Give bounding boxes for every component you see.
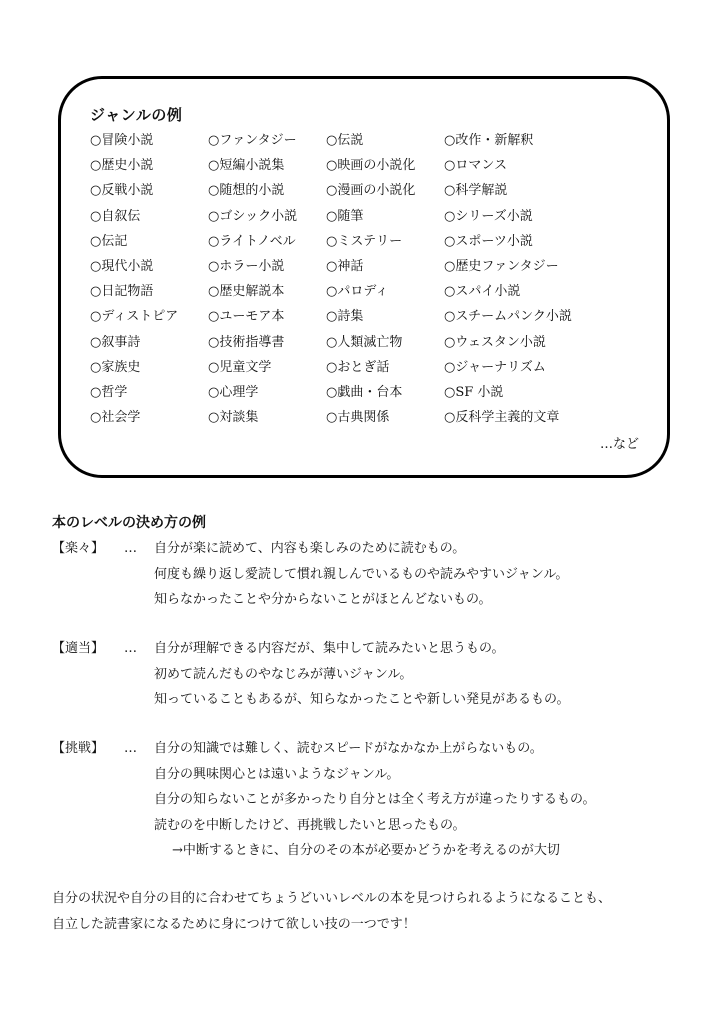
genre-item: ○映画の小説化 bbox=[326, 158, 416, 174]
level-tag: 【楽々】 bbox=[52, 541, 105, 556]
genre-item: ○歴史解説本 bbox=[208, 284, 285, 300]
genre-item: ○ミステリー bbox=[326, 233, 403, 249]
level-line: 知らなかったことや分からないことがほとんどないもの。 bbox=[154, 592, 492, 608]
genre-item: ○漫画の小説化 bbox=[326, 183, 416, 199]
genre-item: ○歴史ファンタジー bbox=[444, 258, 559, 274]
genre-item: ○対談集 bbox=[208, 410, 259, 426]
genre-item: ○哲学 bbox=[90, 384, 128, 400]
genre-item: ○歴史小説 bbox=[90, 158, 154, 174]
genre-item: ○ホラー小説 bbox=[208, 258, 285, 274]
genre-item: ○ゴシック小説 bbox=[208, 208, 298, 224]
level-lines bbox=[154, 536, 568, 613]
genre-item: ○スポーツ小説 bbox=[444, 233, 533, 249]
closing-paragraph bbox=[52, 886, 611, 937]
genre-item: ○技術指導書 bbox=[208, 334, 285, 350]
genre-item: ○伝記 bbox=[90, 233, 128, 249]
closing-line: 自立した読書家になるために身につけて欲しい技の一つです！ bbox=[52, 916, 416, 932]
level-tag: 【適当】 bbox=[52, 641, 105, 656]
genre-item: ○戯曲・台本 bbox=[326, 384, 403, 400]
genre-item: ○ジャーナリズム bbox=[444, 359, 546, 375]
level-line: 初めて読んだものやなじみが薄いジャンル。 bbox=[154, 666, 413, 682]
genre-item: ○改作・新解釈 bbox=[444, 133, 534, 148]
genre-item: ○科学解説 bbox=[444, 183, 508, 199]
genre-item: ○叙事詩 bbox=[90, 334, 141, 350]
genre-item: ○詩集 bbox=[326, 309, 364, 325]
level-line: 自分の知らないことが多かったり自分とは全く考え方が違ったりするもの。 bbox=[154, 792, 596, 808]
genre-item: ○ウェスタン小説 bbox=[444, 334, 546, 350]
genre-item: ○日記物語 bbox=[90, 284, 154, 300]
genre-item: ○ファンタジー bbox=[208, 133, 297, 148]
level-dots: … bbox=[124, 641, 137, 656]
level-lines bbox=[154, 636, 569, 713]
level-line: 自分の知識では難しく、読むスピードがなかなか上がらないもの。 bbox=[154, 741, 543, 756]
genre-item: ○スパイ小説 bbox=[444, 284, 521, 300]
level-line: 読むのを中断したけど、再挑戦したいと思ったもの。 bbox=[154, 817, 466, 833]
genre-item: ○パロディ bbox=[326, 284, 389, 300]
genre-item: ○反科学主義的文章 bbox=[444, 410, 560, 426]
level-tag: 【挑戦】 bbox=[52, 741, 105, 756]
genre-item: ○ライトノベル bbox=[208, 233, 296, 249]
level-line: 自分の興味関心とは遠いようなジャンル。 bbox=[154, 766, 400, 782]
genre-box-title: ジャンルの例 bbox=[90, 106, 183, 124]
genre-item: ○心理学 bbox=[208, 384, 259, 400]
genre-etc: …など bbox=[599, 437, 639, 452]
genre-item: ○ディストピア bbox=[90, 309, 179, 325]
genre-item: ○家族史 bbox=[90, 359, 141, 375]
genre-item: ○反戦小説 bbox=[90, 183, 154, 199]
genre-item: ○シリーズ小説 bbox=[444, 208, 533, 224]
genre-item: ○SF 小説 bbox=[444, 384, 504, 400]
level-lines bbox=[154, 736, 595, 864]
genre-item: ○古典関係 bbox=[326, 410, 390, 426]
closing-line: 自分の状況や自分の目的に合わせてちょうどいいレベルの本を見つけられるようになることも、 bbox=[52, 891, 612, 906]
level-line: 自分が楽に読めて、内容も楽しみのために読むもの。 bbox=[154, 541, 466, 556]
genre-item: ○おとぎ話 bbox=[326, 359, 390, 375]
genre-item: ○社会学 bbox=[90, 410, 141, 426]
level-note: →中断するときに、自分のその本が必要かどうかを考えるのが大切 bbox=[172, 843, 560, 859]
genre-item: ○自叙伝 bbox=[90, 208, 141, 224]
genre-item: ○ロマンス bbox=[444, 158, 507, 174]
level-line: 知っていることもあるが、知らなかったことや新しい発見があるもの。 bbox=[154, 692, 570, 708]
level-line: 何度も繰り返し愛読して慣れ親しんでいるものや読みやすいジャンル。 bbox=[154, 566, 569, 582]
genre-item: ○短編小説集 bbox=[208, 158, 285, 174]
genre-item: ○人類滅亡物 bbox=[326, 334, 403, 350]
genre-item: ○ユーモア本 bbox=[208, 309, 285, 325]
genre-item: ○随想的小説 bbox=[208, 183, 285, 199]
level-dots: … bbox=[124, 541, 137, 556]
level-line: 自分が理解できる内容だが、集中して読みたいと思うもの。 bbox=[154, 641, 505, 656]
genre-item: ○現代小説 bbox=[90, 258, 154, 274]
levels-title: 本のレベルの決め方の例 bbox=[52, 515, 206, 531]
genre-item: ○スチームパンク小説 bbox=[444, 309, 572, 325]
genre-item: ○児童文学 bbox=[208, 359, 272, 375]
genre-grid bbox=[90, 128, 614, 430]
genre-item: ○冒険小説 bbox=[90, 133, 154, 148]
level-dots: … bbox=[124, 741, 137, 756]
genre-item: ○神話 bbox=[326, 258, 364, 274]
genre-item: ○伝説 bbox=[326, 133, 364, 148]
genre-item: ○随筆 bbox=[326, 208, 364, 224]
